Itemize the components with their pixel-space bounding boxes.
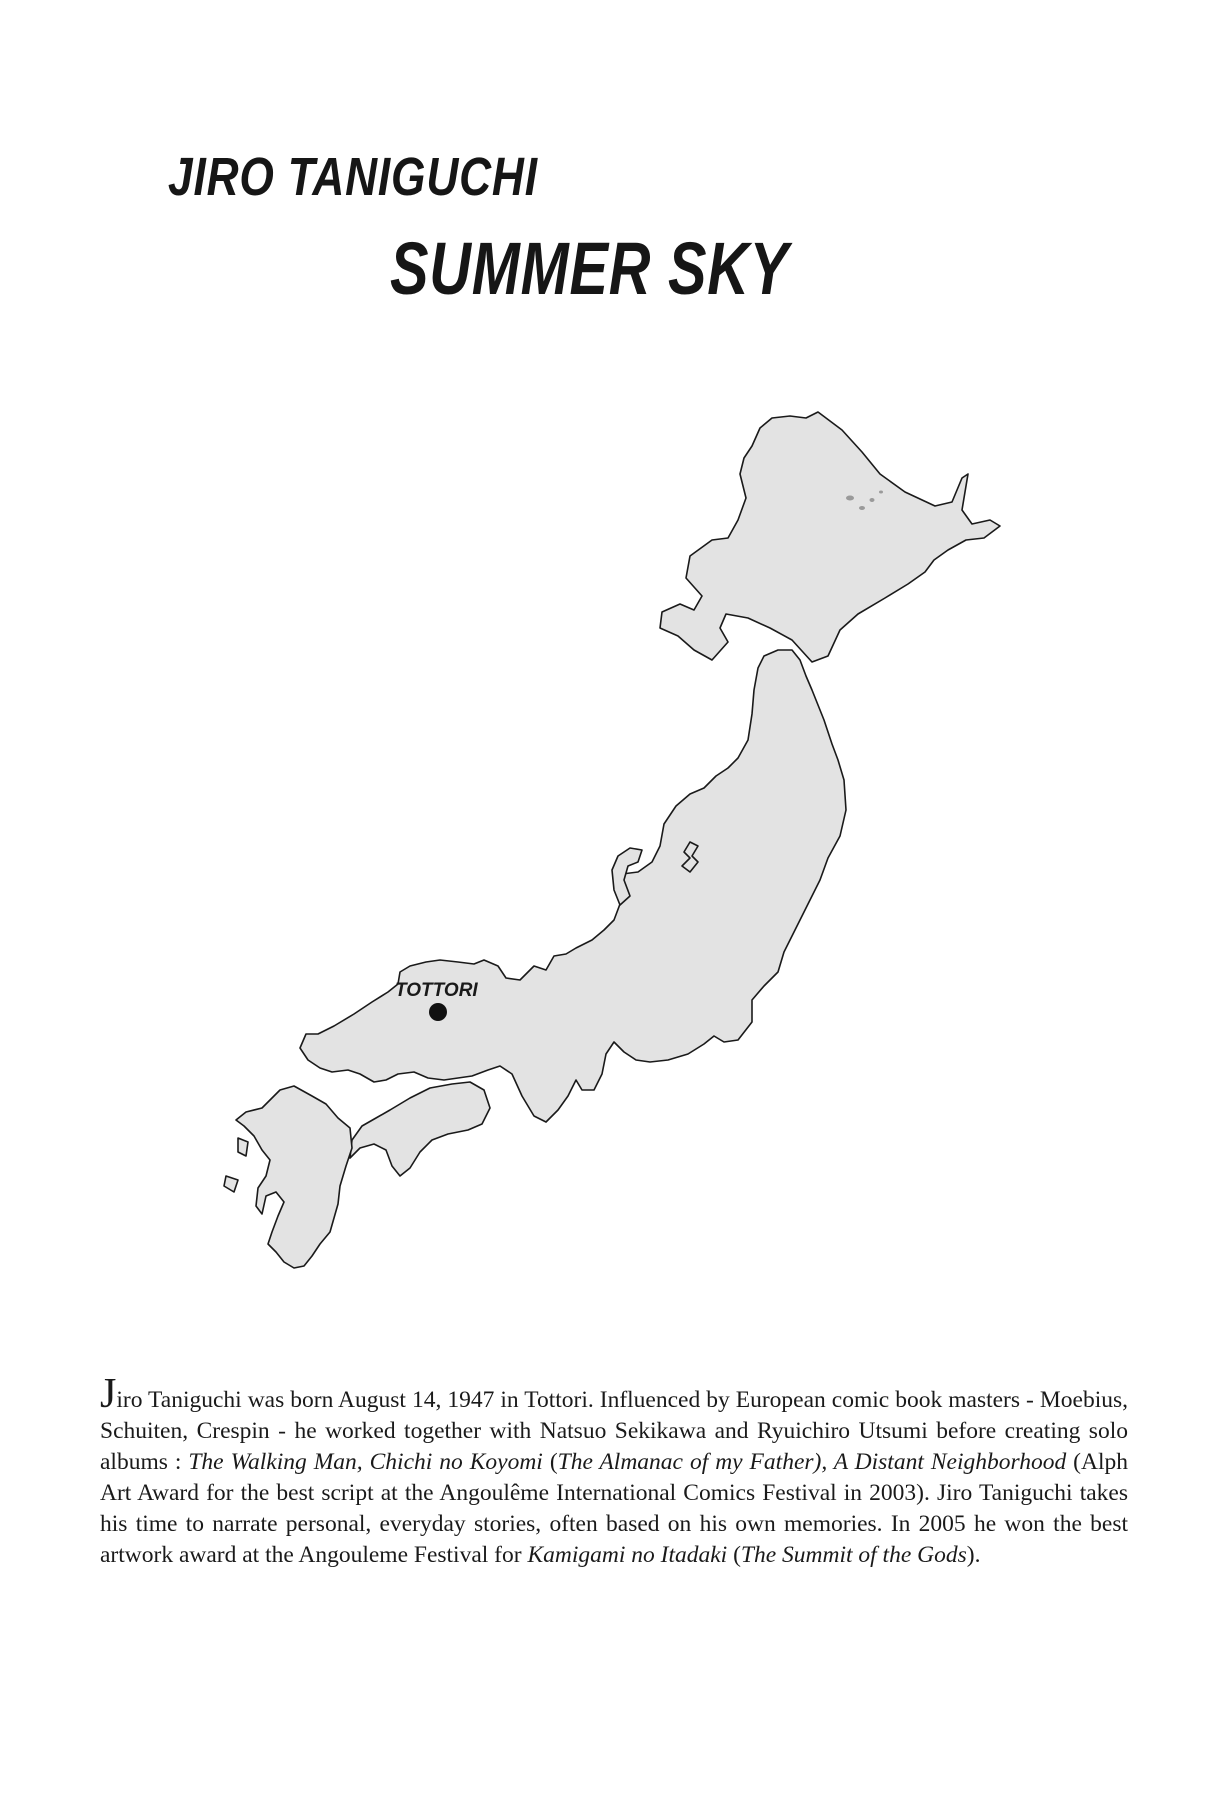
hokkaido-island <box>660 412 1000 662</box>
honshu-island <box>300 650 846 1122</box>
bio-italic: The Almanac of my Father), A Distant Neighborhood <box>557 1449 1067 1476</box>
tottori-label: TOTTORI <box>395 980 478 1001</box>
tottori-marker <box>429 1003 447 1021</box>
bio-text: (Alph Art Award for the best script at the Angoulême International Comics Festival in 2003). Jiro Taniguchi takes his time to narrate personal, everyday stories, often based on his own memories. In 2005 he won the best artwork award at the Angouleme Festival for <box>100 1449 1128 1569</box>
dropcap-letter: J <box>100 1371 117 1417</box>
book-title: SUMMER SKY <box>390 227 790 310</box>
bio-italic: The Walking Man, Chichi no Koyomi <box>188 1449 543 1476</box>
bio-italic: The Summit of the Gods <box>740 1542 967 1569</box>
author-title: JIRO TANIGUCHI <box>168 147 538 207</box>
islet <box>238 1138 248 1156</box>
bio-text: iro Taniguchi was born August 14, 1947 in Tottori. Influenced by European comic book masters - Moebius, Schuiten, Crespin - he worked together with Natsuo Sekikawa and Ryuichiro Utsumi before creating solo albums : <box>100 1387 1128 1476</box>
bio-text: ( <box>542 1449 558 1476</box>
lake-mark <box>879 491 883 494</box>
bio-italic: Kamigami no Itadaki <box>527 1542 728 1569</box>
lake-mark <box>859 506 865 510</box>
bio-text: ). <box>966 1542 981 1569</box>
lake-mark <box>846 496 854 501</box>
islet <box>224 1176 238 1192</box>
bio-text: ( <box>727 1542 741 1569</box>
biography-paragraph <box>100 1371 1128 1571</box>
shikoku-island <box>350 1082 490 1176</box>
kyushu-island <box>236 1086 352 1268</box>
lake-mark <box>870 498 875 502</box>
